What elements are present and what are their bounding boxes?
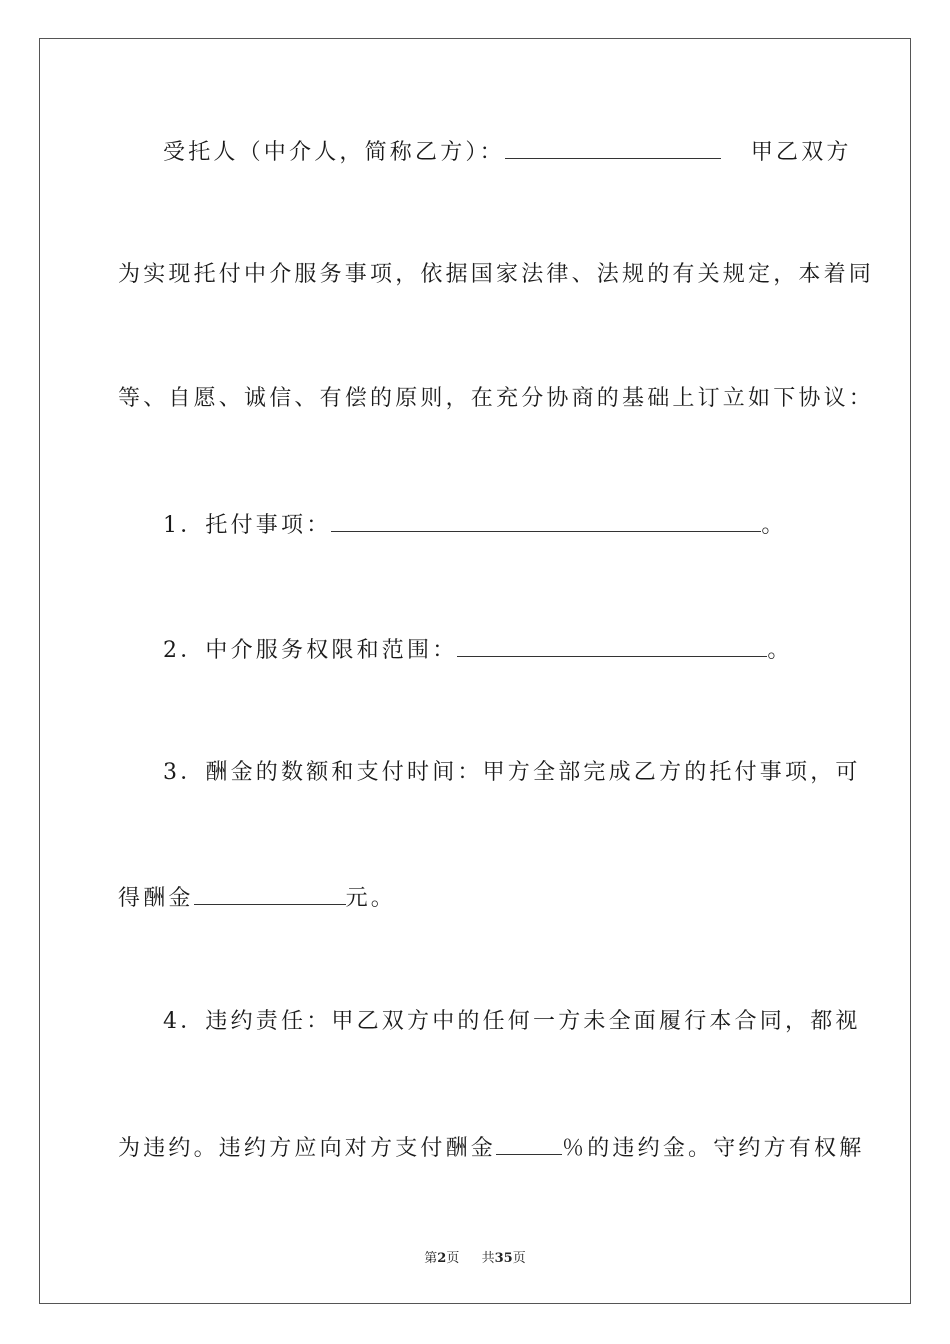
clause-1-label: 1．托付事项： (163, 513, 332, 538)
clause-2-end: 。 (767, 638, 793, 663)
paragraph-text: 得酬金 (118, 886, 194, 911)
paragraph-text: 甲乙双方 (750, 140, 852, 165)
agent-name-blank[interactable] (505, 136, 721, 159)
fee-amount-blank[interactable] (194, 882, 346, 905)
page-prefix: 第 (424, 1251, 438, 1266)
total-prefix: 共 (481, 1251, 495, 1266)
paragraph-line (118, 384, 875, 414)
page-border (39, 38, 911, 1304)
total-suffix: 页 (512, 1251, 526, 1266)
paragraph-client-line (118, 136, 879, 168)
clause-2-label: 2．中介服务权限和范围： (163, 638, 458, 663)
paragraph-text: 为实现托付中介服务事项，依据国家法律、法规的有关规定，本着同 (118, 262, 875, 287)
service-scope-blank[interactable] (457, 634, 767, 657)
page-number: 2 (437, 1251, 447, 1266)
paragraph-line (118, 260, 875, 290)
clause-1-end: 。 (761, 513, 787, 538)
page-suffix: 页 (446, 1251, 460, 1266)
paragraph-text: ％的违约金。守约方有权解 (562, 1136, 865, 1161)
clause-4-continuation (118, 1132, 865, 1164)
clause-3-line (118, 758, 879, 788)
paragraph-text: 元。 (345, 886, 397, 911)
clause-4-text: 4．违约责任：甲乙双方中的任何一方未全面履行本合同，都视 (163, 1009, 861, 1034)
page-footer (0, 1247, 950, 1266)
clause-2-line (118, 634, 879, 666)
paragraph-text: 为违约。违约方应向对方支付酬金 (118, 1136, 497, 1161)
clause-3-continuation (118, 882, 834, 914)
clause-3-text: 3．酬金的数额和支付时间：甲方全部完成乙方的托付事项，可 (163, 760, 861, 785)
total-pages: 35 (494, 1251, 513, 1266)
paragraph-text: 等、自愿、诚信、有偿的原则，在充分协商的基础上订立如下协议： (118, 386, 875, 411)
entrusted-matter-blank[interactable] (331, 509, 761, 532)
penalty-percent-blank[interactable] (496, 1132, 562, 1155)
clause-4-line (118, 1007, 879, 1037)
paragraph-text: 受托人（中介人，简称乙方）： (163, 140, 505, 165)
clause-1-line (118, 509, 879, 541)
